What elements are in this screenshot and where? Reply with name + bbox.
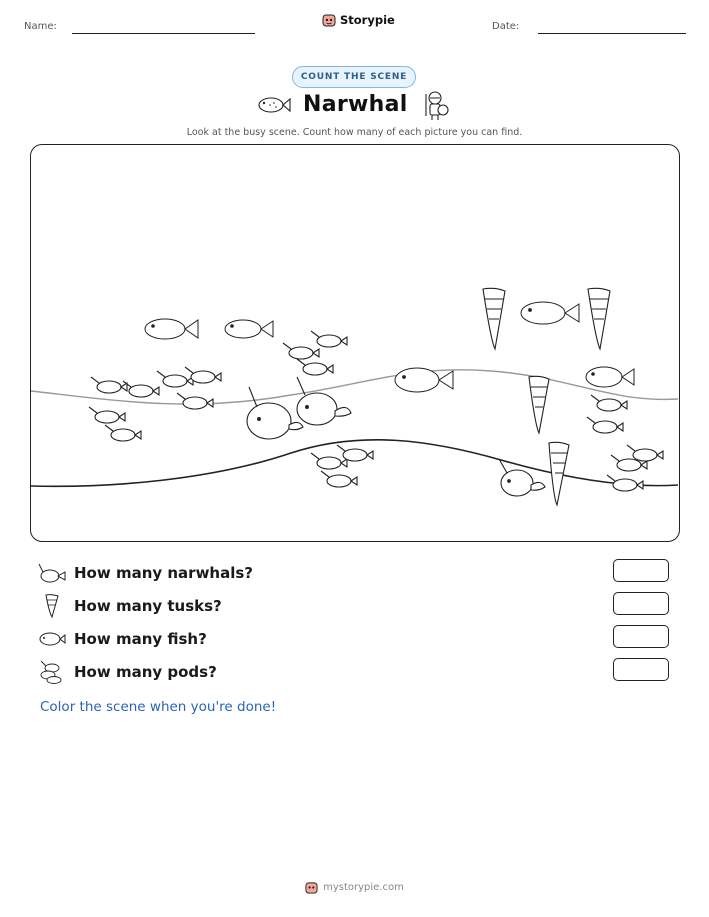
narwhal-icon <box>38 561 66 585</box>
scene-illustration <box>31 145 678 540</box>
fish-icon <box>38 627 66 651</box>
name-line[interactable] <box>72 33 255 34</box>
brand-name: Storypie <box>340 13 395 27</box>
pod-icon <box>38 660 66 684</box>
brand-logo <box>322 13 395 27</box>
answer-box-pods[interactable] <box>613 658 669 681</box>
count-the-scene-badge: COUNT THE SCENE <box>292 66 416 88</box>
tusk-icon <box>38 594 66 618</box>
closing-instruction: Color the scene when you're done! <box>40 699 277 715</box>
question-pods <box>38 659 217 685</box>
answer-box-tusks[interactable] <box>613 592 669 615</box>
question-narwhals <box>38 560 253 586</box>
question-text: How many tusks? <box>74 597 222 615</box>
busy-scene-panel <box>30 144 680 542</box>
date-label: Date: <box>492 21 520 32</box>
storypie-logo-icon <box>322 13 336 27</box>
answer-box-narwhals[interactable] <box>613 559 669 582</box>
date-line[interactable] <box>538 33 686 34</box>
storypie-logo-icon <box>305 881 318 894</box>
fish-icon <box>256 94 292 116</box>
name-label: Name: <box>24 21 57 32</box>
footer-url[interactable]: mystorypie.com <box>323 882 404 893</box>
question-tusks <box>38 593 222 619</box>
instructions-text: Look at the busy scene. Count how many of each picture you can find. <box>186 127 523 138</box>
question-text: How many fish? <box>74 630 207 648</box>
answer-box-fish[interactable] <box>613 625 669 648</box>
question-text: How many narwhals? <box>74 564 253 582</box>
question-text: How many pods? <box>74 663 217 681</box>
knight-mascot-icon <box>423 90 449 122</box>
page-title: Narwhal <box>303 92 408 117</box>
footer <box>0 881 709 894</box>
question-fish <box>38 626 207 652</box>
